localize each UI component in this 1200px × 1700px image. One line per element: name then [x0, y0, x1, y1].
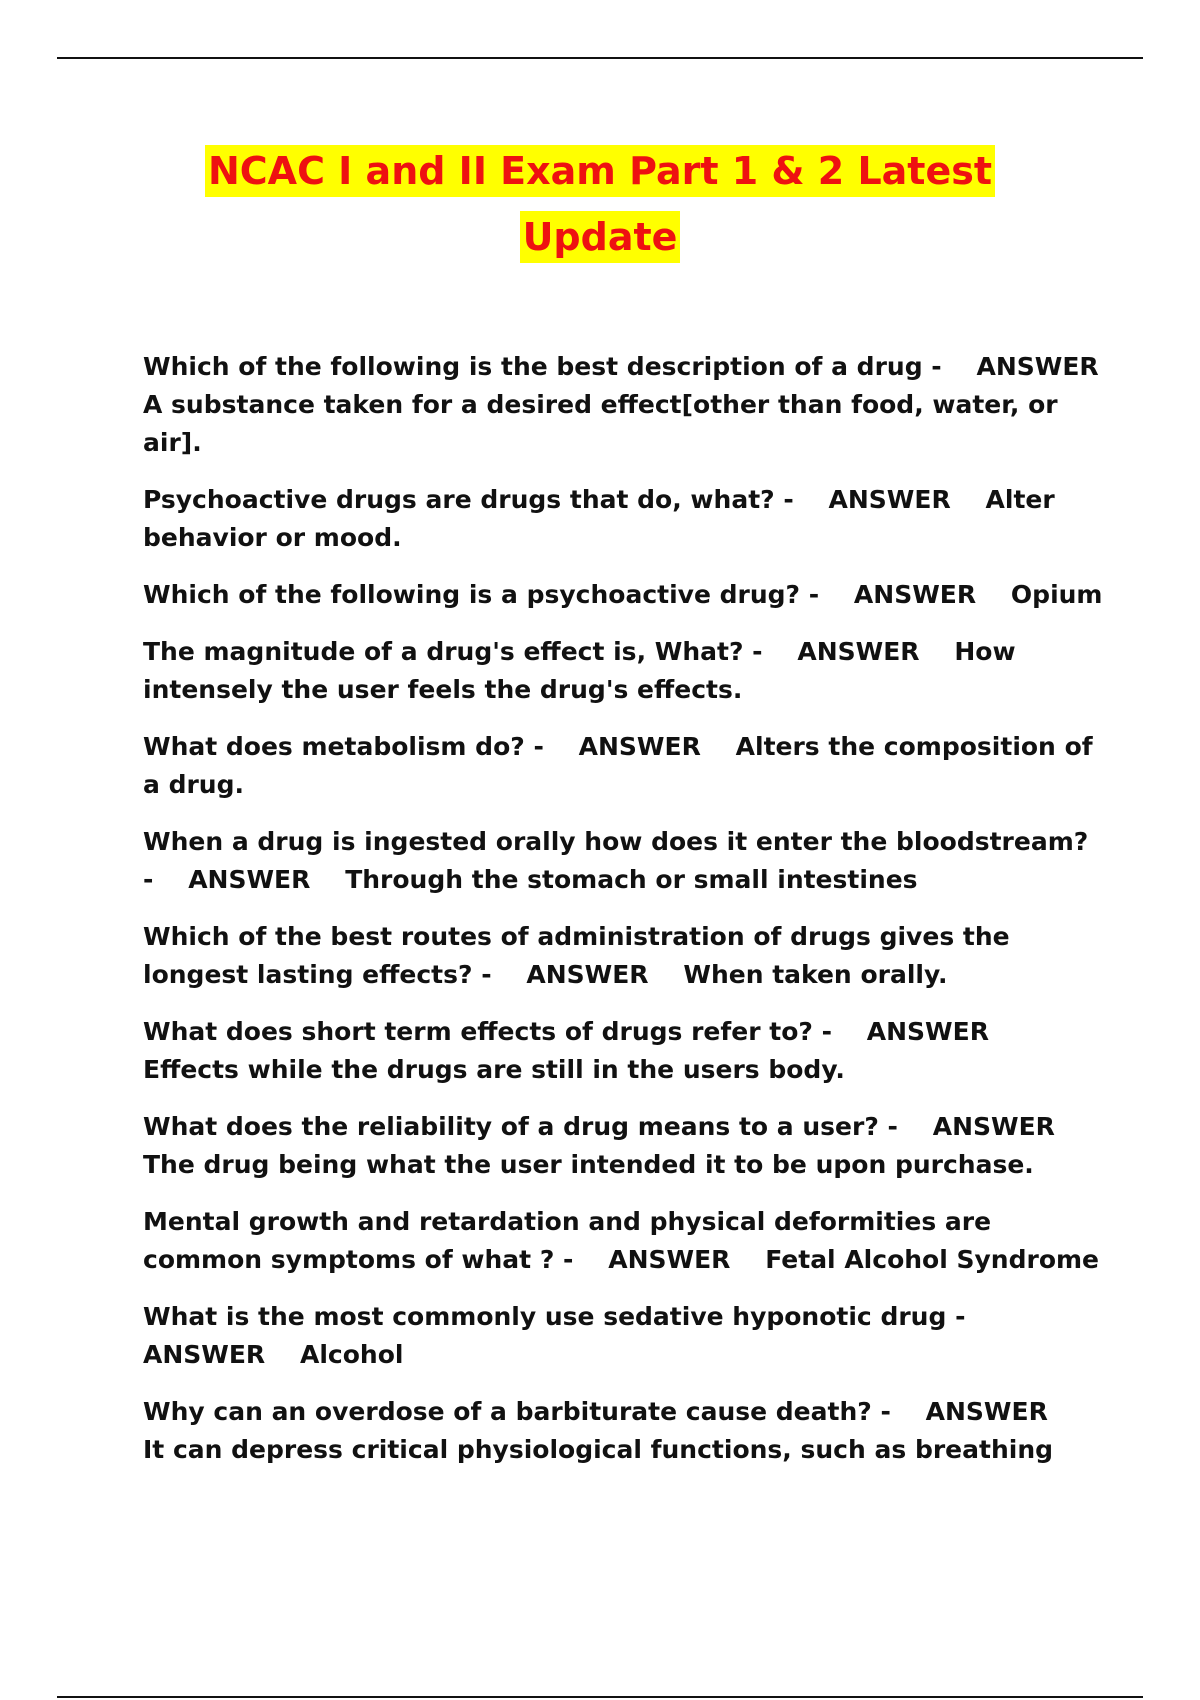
- answer-text: When taken orally.: [683, 960, 948, 989]
- answer-text: Opium: [1010, 580, 1103, 609]
- qa-item: [143, 1393, 1103, 1469]
- title-line-2: Update: [520, 211, 681, 263]
- question-text: What does short term effects of drugs refer to?: [143, 1017, 813, 1046]
- answer-text: Effects while the drugs are still in the users body.: [143, 1055, 845, 1084]
- question-text: Which of the following is a psychoactive drug?: [143, 580, 801, 609]
- question-text: What does metabolism do?: [143, 732, 525, 761]
- question-text: What is the most commonly use sedative hyponotic drug: [143, 1302, 947, 1331]
- qa-list: [143, 348, 1134, 1469]
- question-text: Which of the best routes of administration of drugs gives the longest lasting effects?: [143, 922, 1019, 989]
- answer-text: The drug being what the user intended it to be upon purchase.: [143, 1150, 1034, 1179]
- bottom-divider: [57, 1696, 1143, 1698]
- answer-text: How intensely the user feels the drug's effects.: [143, 637, 1025, 704]
- answer-text: Alcohol: [300, 1340, 404, 1369]
- qa-item: [143, 576, 1103, 614]
- answer-text: Alter behavior or mood.: [143, 485, 1064, 552]
- answer-separator: - ANSWER: [554, 1245, 766, 1274]
- qa-item: [143, 633, 1103, 709]
- top-divider: [57, 57, 1143, 59]
- answer-separator: - ANSWER: [812, 1017, 1024, 1046]
- qa-item: [143, 918, 1103, 994]
- answer-text: Alters the composition of a drug.: [143, 732, 1102, 799]
- qa-item: [143, 1203, 1103, 1279]
- title-line-1: NCAC I and II Exam Part 1 & 2 Latest: [205, 145, 995, 197]
- answer-separator: - ANSWER: [143, 827, 1097, 894]
- answer-separator: - ANSWER: [743, 637, 955, 666]
- qa-item: [143, 823, 1103, 899]
- answer-text: Fetal Alcohol Syndrome: [765, 1245, 1099, 1274]
- answer-separator: - ANSWER: [472, 960, 684, 989]
- qa-item: [143, 728, 1103, 804]
- answer-text: A substance taken for a desired effect[other than food, water, or air].: [143, 390, 1067, 457]
- question-text: What does the reliability of a drug means to a user?: [143, 1112, 879, 1141]
- answer-separator: - ANSWER: [871, 1397, 1083, 1426]
- qa-item: [143, 1298, 1103, 1374]
- qa-item: [143, 1013, 1103, 1089]
- answer-text: It can depress critical physiological functions, such as breathing: [143, 1435, 1054, 1464]
- answer-text: Through the stomach or small intestines: [345, 865, 918, 894]
- question-text: When a drug is ingested orally how does it enter the bloodstream?: [143, 827, 1089, 856]
- qa-item: [143, 348, 1134, 462]
- answer-separator: - ANSWER: [143, 1302, 1001, 1369]
- answer-separator: - ANSWER: [878, 1112, 1090, 1141]
- question-text: Why can an overdose of a barbiturate cause death?: [143, 1397, 872, 1426]
- question-text: Which of the following is the best description of a drug: [143, 352, 923, 381]
- question-text: The magnitude of a drug's effect is, What?: [143, 637, 744, 666]
- question-text: Psychoactive drugs are drugs that do, what?: [143, 485, 775, 514]
- answer-separator: - ANSWER: [922, 352, 1134, 381]
- answer-separator: - ANSWER: [774, 485, 986, 514]
- qa-item: [143, 481, 1103, 557]
- qa-item: [143, 1108, 1103, 1184]
- answer-separator: - ANSWER: [524, 732, 736, 761]
- document-title: [0, 138, 1200, 270]
- answer-separator: - ANSWER: [800, 580, 1011, 609]
- question-text: Mental growth and retardation and physical deformities are common symptoms of what ?: [143, 1207, 1000, 1274]
